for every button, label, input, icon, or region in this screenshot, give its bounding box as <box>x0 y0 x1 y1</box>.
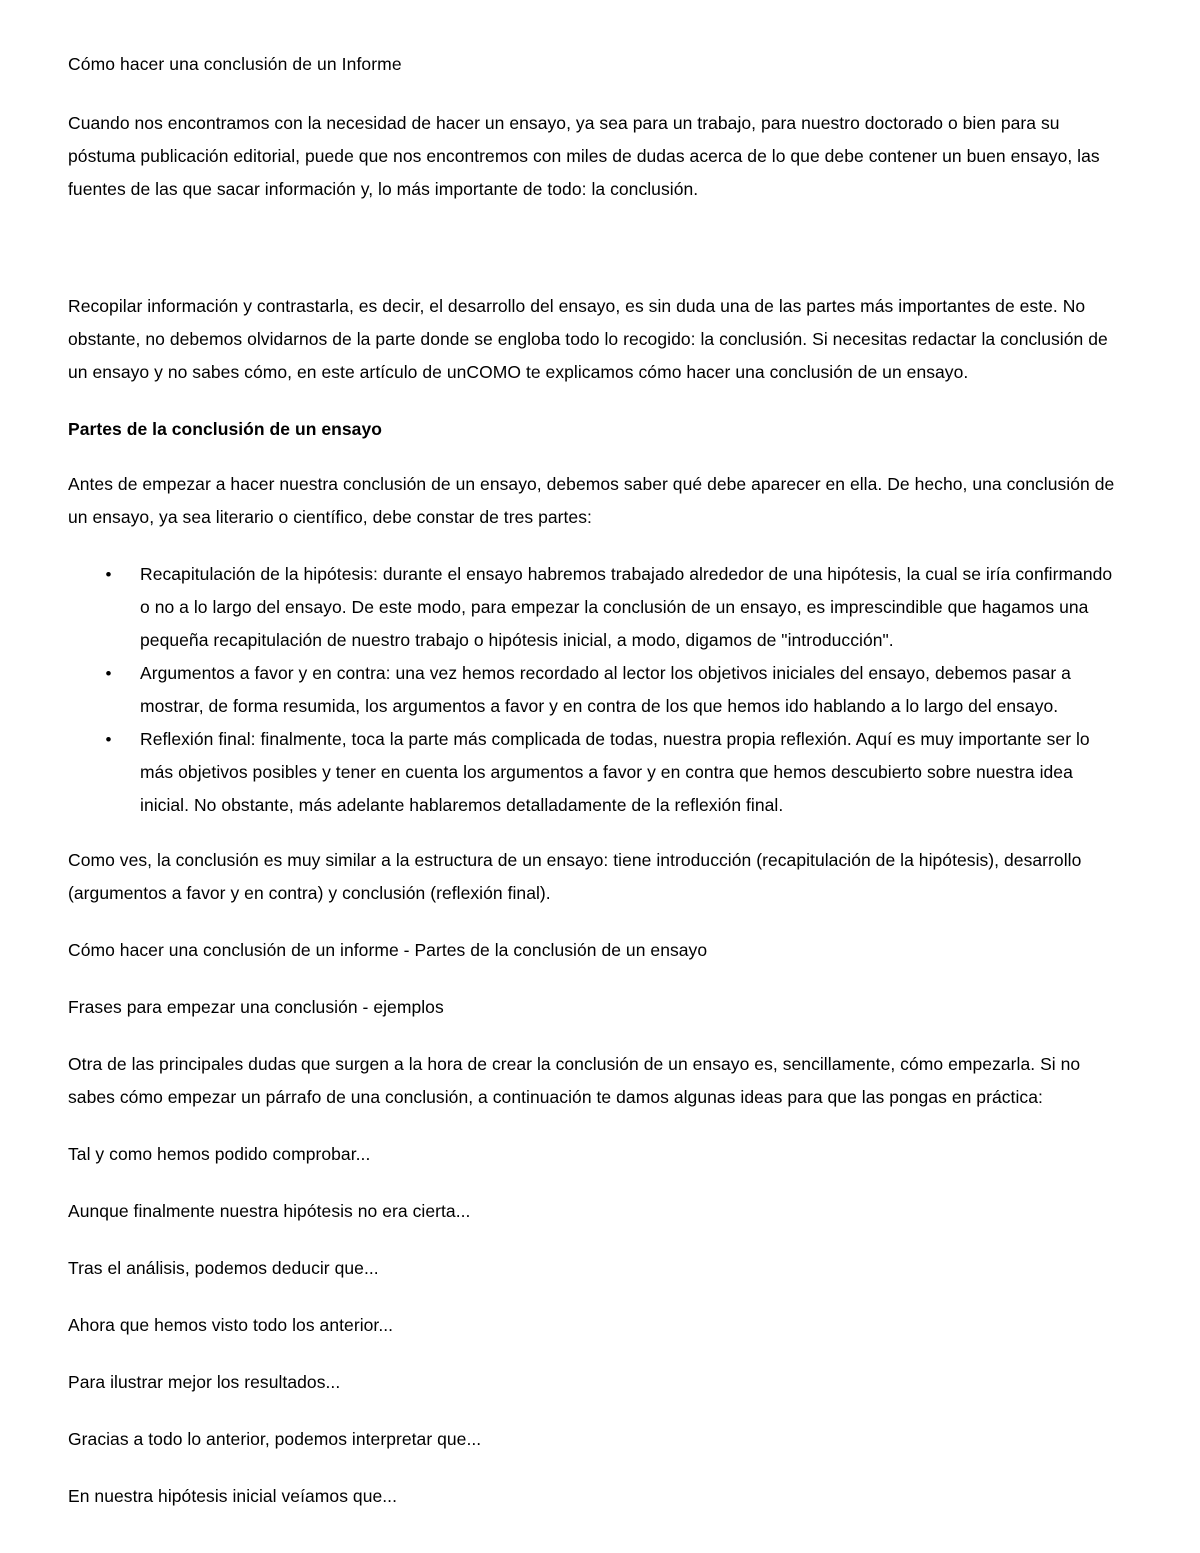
bullet-point-icon: • <box>105 664 112 683</box>
section-frases-intro: Otra de las principales dudas que surgen a la hora de crear la conclusión de un ensayo es, sencillamente, cómo empezarla. Si no sabes cómo empezar un párrafo de una conclusión, a continuación te damos algunas ideas para que las pongas en práctica: <box>68 1054 1081 1107</box>
page-title: Cómo hacer una conclusión de un Informe <box>68 54 402 74</box>
example-phrase: Ahora que hemos visto todo los anterior... <box>68 1315 394 1335</box>
list-item <box>68 558 1118 657</box>
section-heading-partes: Partes de la conclusión de un ensayo <box>68 419 382 439</box>
bullet-point-icon: • <box>105 565 112 584</box>
list-item <box>68 723 1118 822</box>
example-phrase: Gracias a todo lo anterior, podemos interpretar que... <box>68 1429 482 1449</box>
list-item <box>68 657 1118 723</box>
section-partes-intro: Antes de empezar a hacer nuestra conclusión de un ensayo, debemos saber qué debe aparecer en ella. De hecho, una conclusión de un ensayo, ya sea literario o científico, debe constar de tres partes: <box>68 474 1115 527</box>
example-phrase: Tras el análisis, podemos deducir que... <box>68 1258 379 1278</box>
example-phrase: En nuestra hipótesis inicial veíamos que... <box>68 1486 397 1506</box>
bullet-point-icon: • <box>105 730 112 749</box>
section-heading-frases: Frases para empezar una conclusión - ejemplos <box>68 997 444 1017</box>
figure-caption: Cómo hacer una conclusión de un informe - Partes de la conclusión de un ensayo <box>68 940 708 960</box>
list-item-text: Argumentos a favor y en contra: una vez hemos recordado al lector los objetivos iniciales del ensayo, debemos pasar a mostrar, de forma resumida, los argumentos a favor y en contra de los que hemos ido hablando a lo largo del ensayo. <box>140 663 1071 716</box>
intro-paragraph-2: Recopilar información y contrastarla, es decir, el desarrollo del ensayo, es sin duda una de las partes más importantes de este. No obstante, no debemos olvidarnos de la parte donde se engloba todo lo recogido: la conclusión. Si necesitas redactar la conclusión de un ensayo y no sabes cómo, en este artículo de unCOMO te explicamos cómo hacer una conclusión de un ensayo. <box>68 296 1108 382</box>
list-item-text: Recapitulación de la hipótesis: durante el ensayo habremos trabajado alrededor de una hipótesis, la cual se iría confirmando o no a lo largo del ensayo. De este modo, para empezar la conclusión de un ensayo, es imprescindible que hagamos una pequeña recapitulación de nuestro trabajo o hipótesis inicial, a modo, digamos de "introducción". <box>140 564 1113 650</box>
list-item-text: Reflexión final: finalmente, toca la parte más complicada de todas, nuestra propia reflexión. Aquí es muy importante ser lo más objetivos posibles y tener en cuenta los argumentos a favor y en contra que hemos descubierto sobre nuestra idea inicial. No obstante, más adelante hablaremos detalladamente de la reflexión final. <box>140 729 1090 815</box>
intro-paragraph-1: Cuando nos encontramos con la necesidad de hacer un ensayo, ya sea para un trabajo, para nuestro doctorado o bien para su póstuma publicación editorial, puede que nos encontremos con miles de dudas acerca de lo que debe contener un buen ensayo, las fuentes de las que sacar información y, lo más importante de todo: la conclusión. <box>68 113 1100 199</box>
example-phrase: Para ilustrar mejor los resultados... <box>68 1372 341 1392</box>
parts-bullet-list <box>68 558 1118 822</box>
example-phrase: Aunque finalmente nuestra hipótesis no era cierta... <box>68 1201 471 1221</box>
section-partes-summary: Como ves, la conclusión es muy similar a la estructura de un ensayo: tiene introducción (recapitulación de la hipótesis), desarrollo (argumentos a favor y en contra) y conclusión (reflexión final). <box>68 850 1082 903</box>
example-phrase: Tal y como hemos podido comprobar... <box>68 1144 371 1164</box>
